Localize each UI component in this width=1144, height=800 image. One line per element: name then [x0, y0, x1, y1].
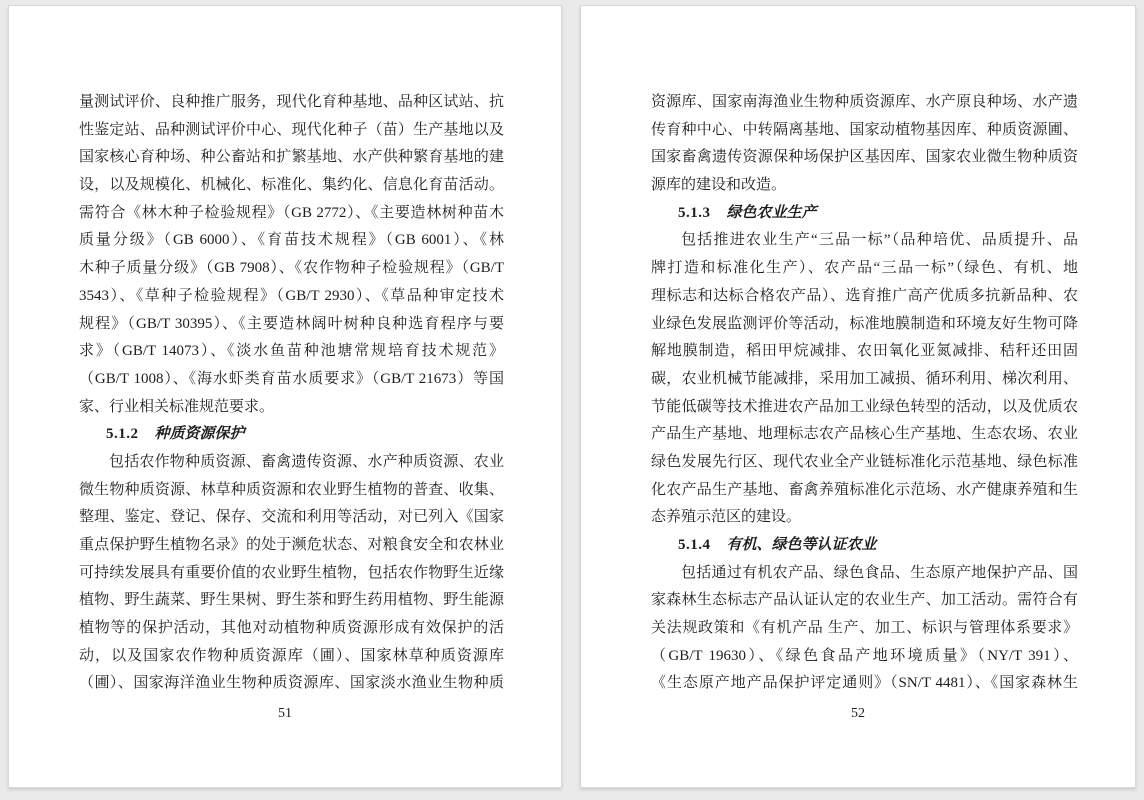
text-line: 质量分级》（GB 6000）、《育苗技术规程》（GB 6001）、《林: [79, 232, 504, 249]
text-line: 传育种中心、中转隔离基地、国家动植物基因库、种质资源圃、: [651, 121, 1078, 138]
text-line: 业绿色发展监测评价等活动，标准地膜制造和环境友好生物可降: [651, 315, 1078, 332]
text-line: 动，以及国家农作物种质资源库（圃）、国家林草种质资源库: [79, 647, 504, 664]
text-line: 节能低碳等技术推进农产品加工业绿色转型的活动，以及优质农: [651, 398, 1078, 415]
text-line: 绿色发展先行区、现代农业全产业链标准化示范基地、绿色标准: [651, 453, 1078, 470]
section-heading-line: [79, 421, 504, 449]
text-line: 碳，农业机械节能减排，采用加工减损、循环利用、梯次利用、: [651, 370, 1078, 387]
text-line: 关法规政策和《有机产品 生产、加工、标识与管理体系要求》: [651, 620, 1078, 637]
document-page-51: [8, 5, 562, 788]
text-line: （GB/T 1008）、《海水虾类育苗水质要求》（GB/T 21673）等国: [79, 370, 504, 387]
text-line: 化农产品生产基地、畜禽养殖标准化示范场、水产健康养殖和生: [651, 481, 1078, 498]
text-line: 资源库、国家南海渔业生物种质资源库、水产原良种场、水产遗: [651, 94, 1078, 110]
text-line: 家森林生态标志产品认证认定的农业生产、加工活动。需符合有: [651, 592, 1078, 609]
text-line: 源库的建设和改造。: [651, 177, 787, 194]
section-title: 有机、绿色等认证农业: [726, 537, 877, 553]
text-line: 包括推进农业生产“三品一标”（品种培优、品质提升、品: [681, 232, 1078, 249]
text-line: （圃）、国家海洋渔业生物种质资源库、国家淡水渔业生物种质: [79, 675, 504, 692]
text-line: 求》（GB/T 14073）、《淡水鱼苗种池塘常规培育技术规范》: [79, 343, 504, 360]
section-title: 种质资源保护: [154, 426, 245, 443]
text-line: 设，以及规模化、机械化、标准化、集约化、信息化育苗活动。: [79, 177, 504, 194]
text-line: 性鉴定站、品种测试评价中心、现代化种子（苗）生产基地以及: [79, 121, 504, 138]
text-line: 家、行业相关标准规范要求。: [79, 398, 275, 415]
paragraph: [651, 89, 1078, 200]
text-line: 微生物种质资源、林草种质资源和农业野生植物的普查、收集、: [79, 481, 504, 498]
section-heading: [651, 200, 1078, 228]
text-line: 木种子质量分级》（GB 7908）、《农作物种子检验规程》（GB/T: [79, 260, 504, 277]
text-line: 国家畜禽遗传资源保种场保护区基因库、国家农业微生物种质资: [651, 149, 1078, 166]
text-line: 量测试评价、良种推广服务，现代化育种基地、品种区试站、抗: [79, 94, 504, 110]
page-text-area: [651, 89, 1078, 698]
text-line: 包括农作物种质资源、畜禽遗传资源、水产种质资源、农业: [109, 453, 504, 470]
text-line: 解地膜制造，稻田甲烷减排、农田氧化亚氮减排、秸秆还田固: [651, 343, 1078, 360]
page-number: 51: [278, 706, 292, 721]
text-line: （GB/T 19630）、《绿色食品产地环境质量》（NY/T 391）、: [651, 647, 1078, 664]
text-line: 牌打造和标准化生产）、农产品“三品一标”（绿色、有机、地: [651, 260, 1078, 277]
page-text-area: [79, 89, 504, 698]
text-line: 可持续发展具有重要价值的农业野生植物，包括农作物野生近缘: [79, 564, 504, 581]
document-page-52: [580, 5, 1136, 788]
section-title: 绿色农业生产: [726, 204, 817, 221]
text-line: 国家核心育种场、种公畜站和扩繁基地、水产供种繁育基地的建: [79, 149, 504, 166]
paragraph: [79, 449, 504, 698]
section-number: 5.1.4: [678, 537, 711, 553]
text-line: 《生态原产地产品保护评定通则》（SN/T 4481）、《国家森林生: [651, 675, 1078, 692]
section-number: 5.1.3: [678, 204, 711, 221]
text-line: 3543）、《草种子检验规程》（GB/T 2930）、《草品种审定技术: [79, 287, 504, 304]
text-line: 整理、鉴定、登记、保存、交流和利用等活动，对已列入《国家: [79, 509, 504, 526]
text-line: 植物、野生蔬菜、野生果树、野生茶和野生药用植物、野生能源: [79, 592, 504, 609]
text-line: 产品生产基地、地理标志农产品核心生产基地、生态农场、农业: [651, 426, 1078, 443]
text-line: 包括通过有机农产品、绿色食品、生态原产地保护产品、国: [681, 564, 1078, 581]
paragraph: [651, 227, 1078, 532]
section-heading: [651, 532, 1078, 560]
paragraph: [651, 560, 1078, 698]
page-number: 52: [851, 706, 865, 721]
text-line: 植物等的保护活动，其他对动植物种质资源形成有效保护的活: [79, 620, 504, 637]
section-heading-line: [651, 532, 1078, 560]
text-line: 理标志和达标合格农产品）、选育推广高产优质多抗新品种、农: [651, 287, 1078, 304]
text-line: 需符合《林木种子检验规程》（GB 2772）、《主要造林树种苗木: [79, 204, 504, 221]
section-heading-line: [651, 200, 1078, 228]
section-number: 5.1.2: [106, 426, 139, 443]
text-line: 态养殖示范区的建设。: [651, 509, 802, 526]
section-heading: [79, 421, 504, 449]
paragraph: [79, 89, 504, 421]
text-line: 规程》（GB/T 30395）、《主要造林阔叶树种良种选育程序与要: [79, 315, 504, 332]
text-line: 重点保护野生植物名录》的处于濒危状态、对粮食安全和农林业: [79, 537, 504, 553]
